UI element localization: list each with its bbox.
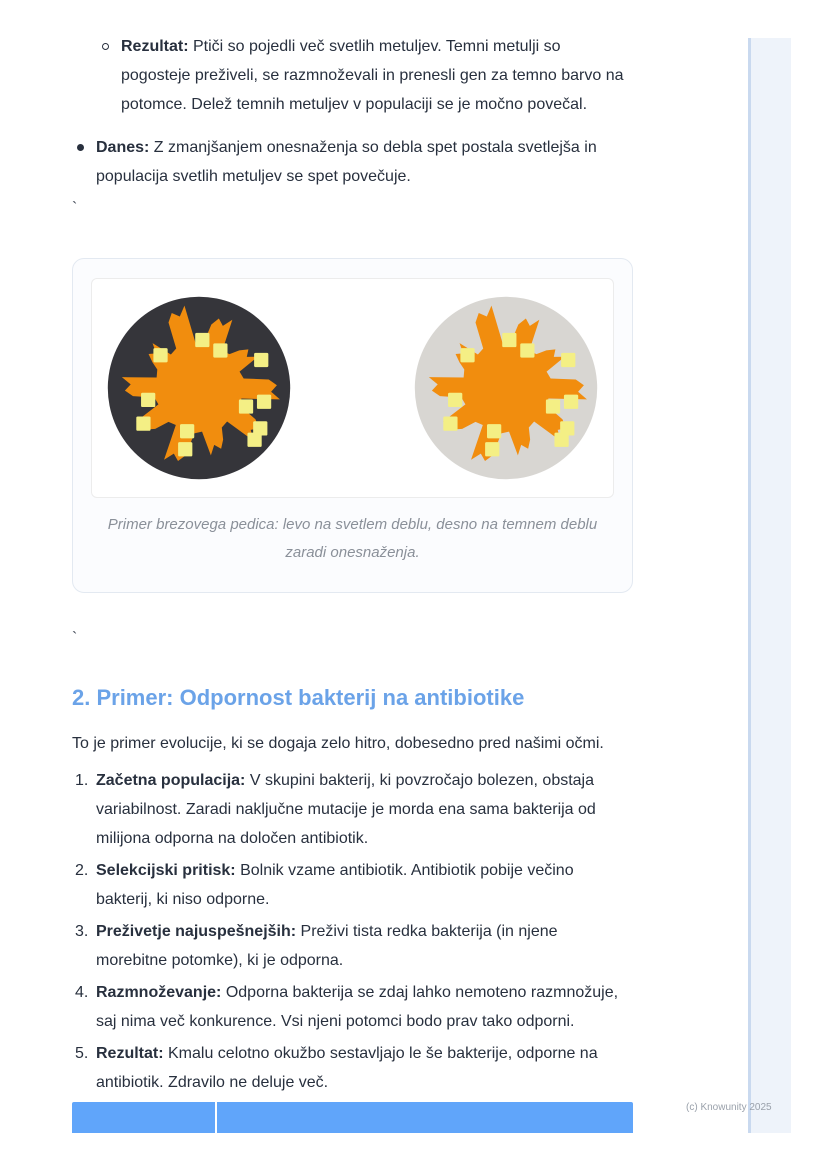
list-item xyxy=(72,917,633,975)
disc-bullet-icon xyxy=(77,144,84,151)
stray-backtick: ` xyxy=(72,630,78,647)
light-trunk-moth-image xyxy=(411,293,601,483)
footer-credit: (c) Knowunity 2025 xyxy=(686,1102,772,1113)
item-number: 3. xyxy=(75,923,89,940)
list-item xyxy=(72,978,633,1036)
item-label: Začetna populacija: xyxy=(96,772,246,789)
list-item xyxy=(72,856,633,914)
item-text: V skupini bakterij, ki povzročajo bolezen, obstaja variabilnost. Zaradi naključne mutacije je morda ena sama bakterija od milijona odporna na določen antibiotik. xyxy=(96,772,596,847)
table-header-row xyxy=(72,1102,633,1133)
table-header-cell xyxy=(72,1102,217,1133)
bullet-list xyxy=(72,32,633,205)
item-label: Selekcijski pritisk: xyxy=(96,862,236,879)
dark-trunk-moth-image xyxy=(104,293,294,483)
item-text: Kmalu celotno okužbo sestavljajo le še bakterije, odporne na antibiotik. Zdravilo ne deluje več. xyxy=(96,1045,598,1091)
list-item xyxy=(72,133,633,191)
item-label: Danes: xyxy=(96,139,150,156)
hollow-bullet-icon xyxy=(102,43,109,50)
figure-card xyxy=(72,258,633,593)
item-text: Bolnik vzame antibiotik. Antibiotik pobije večino bakterij, ki niso odporne. xyxy=(96,862,574,908)
item-label: Razmnoževanje: xyxy=(96,984,222,1001)
stray-backtick: ` xyxy=(72,200,78,217)
numbered-list xyxy=(72,766,633,1100)
item-text: Odporna bakterija se zdaj lahko nemoteno razmnožuje, saj nima več konkurence. Vsi njeni potomci bodo prav tako odporni. xyxy=(96,984,619,1030)
item-text: Ptiči so pojedli več svetlih metuljev. Temni metulji so pogosteje preživeli, se razmnoževali in prenesli gen za temno barvo na potomce. Delež temnih metuljev v populaciji se je močno povečal. xyxy=(121,38,624,113)
item-text: Z zmanjšanjem onesnaženja so debla spet postala svetlejša in populacija svetlih metuljev se spet povečuje. xyxy=(96,139,597,185)
page-edge-band xyxy=(748,38,791,1133)
list-item xyxy=(72,32,633,119)
item-number: 4. xyxy=(75,984,89,1001)
figure-caption: Primer brezovega pedica: levo na svetlem deblu, desno na temnem deblu zaradi onesnaženja. xyxy=(107,516,598,561)
item-number: 1. xyxy=(75,772,89,789)
intro-paragraph: To je primer evolucije, ki se dogaja zelo hitro, dobesedno pred našimi očmi. xyxy=(72,735,604,752)
item-number: 5. xyxy=(75,1045,89,1062)
item-number: 2. xyxy=(75,862,89,879)
figure-image xyxy=(91,278,614,498)
item-label: Rezultat: xyxy=(96,1045,164,1062)
item-text: Preživi tista redka bakterija (in njene morebitne potomke), ki je odporna. xyxy=(96,923,558,969)
section-heading: 2. Primer: Odpornost bakterij na antibiotike xyxy=(72,685,525,710)
item-label: Rezultat: xyxy=(121,38,189,55)
list-item xyxy=(72,766,633,853)
list-item xyxy=(72,1039,633,1097)
table-header-cell xyxy=(217,1102,633,1133)
item-label: Preživetje najuspešnejših: xyxy=(96,923,297,940)
